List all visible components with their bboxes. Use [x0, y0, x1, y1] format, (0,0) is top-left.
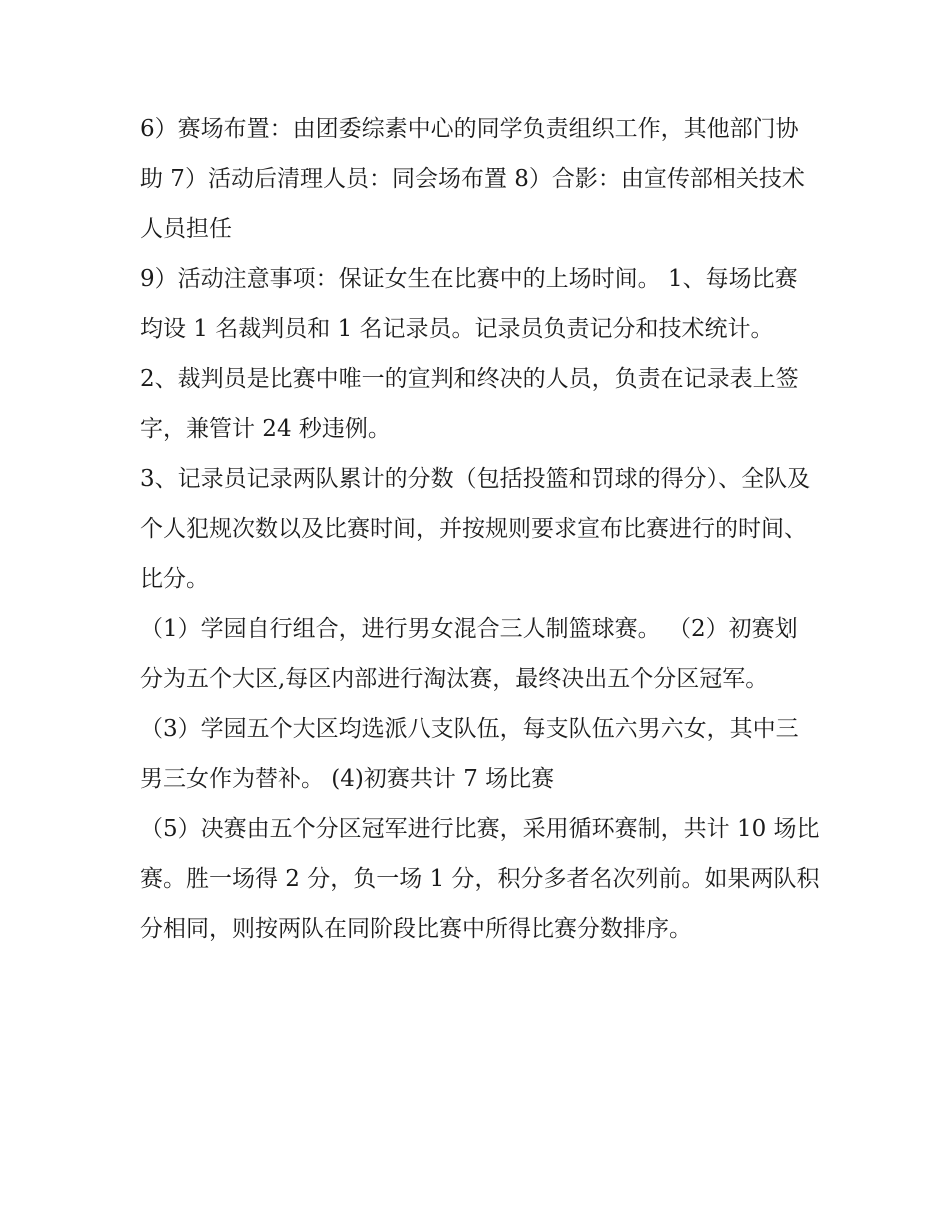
document-body: [140, 104, 820, 954]
paragraph-referee: 2、裁判员是比赛中唯一的宣判和终决的人员，负责在记录表上签字，兼管计 24 秒违例。: [140, 366, 799, 442]
paragraph-precautions: 9）活动注意事项：保证女生在比赛中的上场时间。 1、每场比赛均设 1 名裁判员和 1 名记录员。记录员负责记分和技术统计。: [140, 266, 798, 342]
paragraph-format-3-4: （3）学园五个大区均选派八支队伍，每支队伍六男六女，其中三男三女作为替补。 (4)初赛共计 7 场比赛: [140, 716, 799, 792]
paragraph-recorder: 3、记录员记录两队累计的分数（包括投篮和罚球的得分）、全队及个人犯规次数以及比赛时间，并按规则要求宣布比赛进行的时间、比分。: [140, 466, 811, 592]
paragraph-format-5: （5）决赛由五个分区冠军进行比赛，采用循环赛制，共计 10 场比赛。胜一场得 2 分，负一场 1 分，积分多者名次列前。如果两队积分相同，则按两队在同阶段比赛中所得比赛分数排序。: [140, 816, 820, 942]
paragraph-format-1-2: （1）学园自行组合，进行男女混合三人制篮球赛。 （2）初赛划分为五个大区,每区内部进行淘汰赛，最终决出五个分区冠军。: [140, 616, 798, 692]
paragraph-venue-setup: 6）赛场布置：由团委综素中心的同学负责组织工作，其他部门协助 7）活动后清理人员：同会场布置 8）合影：由宣传部相关技术人员担任: [140, 116, 805, 242]
